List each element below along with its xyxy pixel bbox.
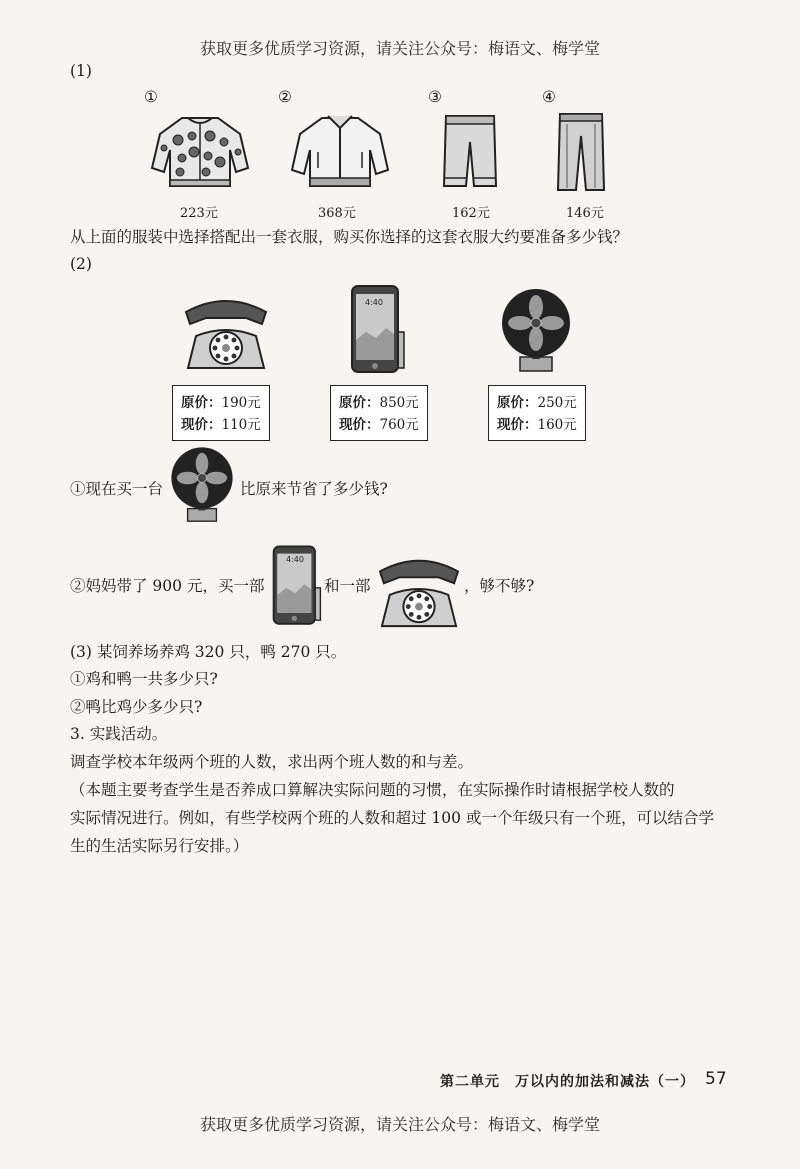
item2-price: 368元 xyxy=(318,206,356,221)
practice-note-line-3: 生的生活实际另行安排。） xyxy=(70,837,249,855)
item3-number: ③ xyxy=(428,88,442,106)
unit-title: 第二单元 万以内的加法和减法（一） xyxy=(440,1074,695,1090)
practice-title: 3. 实践活动。 xyxy=(70,725,168,743)
part1-question: 从上面的服装中选择搭配出一套衣服，购买你选择的这套衣服大约要准备多少钱？ xyxy=(70,228,629,246)
telephone-icon xyxy=(180,290,272,372)
now-price-label: 现价： xyxy=(497,417,538,433)
item1-number: ① xyxy=(144,88,158,106)
part3-question-1: ①鸡和鸭一共多少只? xyxy=(70,670,218,688)
part3-question-2: ②鸭比鸡少多少只? xyxy=(70,698,203,716)
phone-price-box xyxy=(330,385,428,441)
orig-price-value: 850元 xyxy=(379,395,419,411)
fan-price-box xyxy=(488,385,586,441)
practice-note-line-2: 实际情况进行。例如，有些学校两个班的人数和超过 100 或一个年级只有一个班，可以结合学 xyxy=(70,809,714,827)
now-price-label: 现价： xyxy=(181,417,222,433)
part2-q2-start: ②妈妈带了 900 元，买一部 xyxy=(70,577,265,595)
now-price-value: 160元 xyxy=(537,417,577,433)
orig-price-label: 原价： xyxy=(339,395,380,411)
part2-q1-start: ①现在买一台 xyxy=(70,480,164,498)
now-price-label: 现价： xyxy=(339,417,380,433)
zip-jacket-icon xyxy=(288,112,392,192)
electric-fan-icon xyxy=(496,287,576,379)
item4-price: 146元 xyxy=(566,206,604,221)
orig-price-label: 原价： xyxy=(181,395,222,411)
dotted-jacket-icon xyxy=(148,112,252,192)
trousers-icon xyxy=(554,110,608,194)
now-price-value: 110元 xyxy=(221,417,261,433)
part1-label: (1) xyxy=(70,62,92,80)
shorts-icon xyxy=(440,112,500,192)
item4-number: ④ xyxy=(542,88,556,106)
telephone-price-box xyxy=(172,385,270,441)
orig-price-value: 250元 xyxy=(537,395,577,411)
phone-screen-time: 4:40 xyxy=(365,298,383,307)
part2-q2-middle: 和一部 xyxy=(324,577,371,595)
phone-screen-time: 4:40 xyxy=(286,555,304,564)
item2-number: ② xyxy=(278,88,292,106)
part2-label: (2) xyxy=(70,255,92,273)
page-number: 57 xyxy=(705,1069,727,1089)
telephone-icon xyxy=(374,550,464,630)
part2-q2-end: ，够不够? xyxy=(464,577,535,595)
item1-price: 223元 xyxy=(180,206,218,221)
orig-price-label: 原价： xyxy=(497,395,538,411)
watermark-bottom: 获取更多优质学习资源，请关注公众号：梅语文、梅学堂 xyxy=(200,1115,601,1134)
practice-task: 调查学校本年级两个班的人数，求出两个班人数的和与差。 xyxy=(70,753,474,771)
part3-statement: (3) 某饲养场养鸡 320 只，鸭 270 只。 xyxy=(70,643,347,661)
practice-note-line-1: （本题主要考查学生是否养成口算解决实际问题的习惯，在实际操作时请根据学校人数的 xyxy=(70,781,675,799)
now-price-value: 760元 xyxy=(379,417,419,433)
electric-fan-icon xyxy=(166,444,238,530)
item3-price: 162元 xyxy=(452,206,490,221)
orig-price-value: 190元 xyxy=(221,395,261,411)
watermark-top: 获取更多优质学习资源，请关注公众号：梅语文、梅学堂 xyxy=(200,39,601,58)
part2-q1-end: 比原来节省了多少钱? xyxy=(240,480,388,498)
mobile-phone-icon xyxy=(270,540,324,632)
